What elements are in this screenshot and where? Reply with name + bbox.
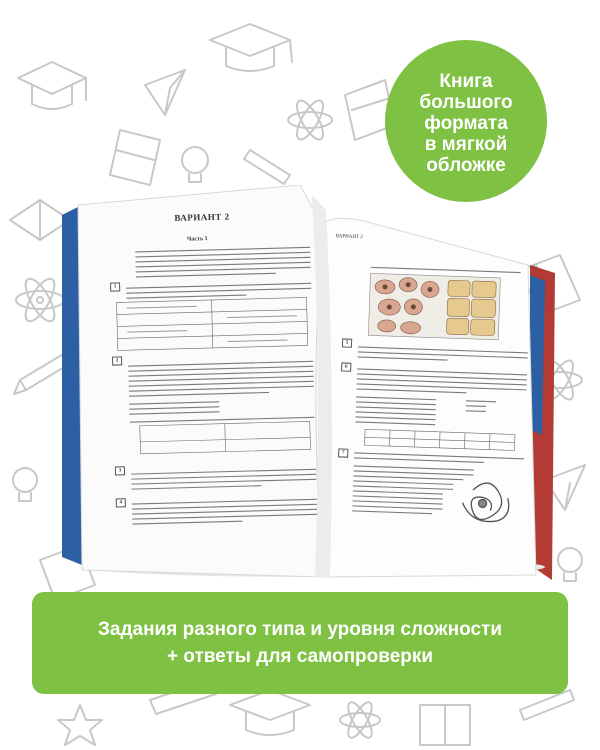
question-number-box: 3	[115, 466, 125, 475]
lightbulb-icon	[13, 468, 37, 501]
right-page	[321, 230, 547, 557]
graduation-cap-icon	[210, 24, 292, 71]
pencil-icon	[520, 690, 574, 720]
format-badge-text: Книга большого формата в мягкой обложке	[419, 70, 513, 176]
question-number-box: 2	[112, 356, 122, 365]
features-banner	[32, 592, 568, 694]
banner-line-2: + ответы для самопроверки	[166, 646, 434, 667]
running-header: ВАРИАНТ 2	[335, 234, 363, 241]
paper-plane-icon	[145, 70, 185, 115]
graduation-cap-icon	[230, 690, 310, 735]
question-number-box: 5	[342, 338, 352, 347]
left-page	[94, 199, 328, 535]
book-icon	[110, 130, 160, 185]
question-number-box: 6	[341, 362, 351, 371]
atom-icon	[288, 97, 332, 143]
lightbulb-icon	[182, 147, 208, 182]
star-icon	[58, 705, 102, 745]
lightbulb-icon	[558, 548, 582, 581]
molecule-illustration	[462, 482, 510, 522]
question-number-box: 4	[116, 498, 126, 507]
question-number-box: 1	[110, 282, 120, 291]
question-number-box: 7	[338, 448, 348, 457]
pencil-icon	[244, 150, 290, 184]
graduation-cap-icon	[18, 62, 86, 109]
open-book	[60, 185, 555, 580]
part-title: Часть 1	[186, 236, 208, 243]
banner-line-1: Задания разного типа и уровня сложности	[97, 619, 502, 640]
cells-illustration	[368, 273, 500, 339]
atom-icon	[16, 275, 64, 326]
right-page-content	[321, 230, 547, 557]
variant-title: ВАРИАНТ 2	[174, 211, 230, 223]
page-number: 15	[532, 265, 538, 271]
format-badge	[385, 40, 547, 202]
book-icon	[420, 705, 470, 745]
left-page-text-lines	[94, 199, 328, 535]
atom-icon	[340, 699, 380, 741]
